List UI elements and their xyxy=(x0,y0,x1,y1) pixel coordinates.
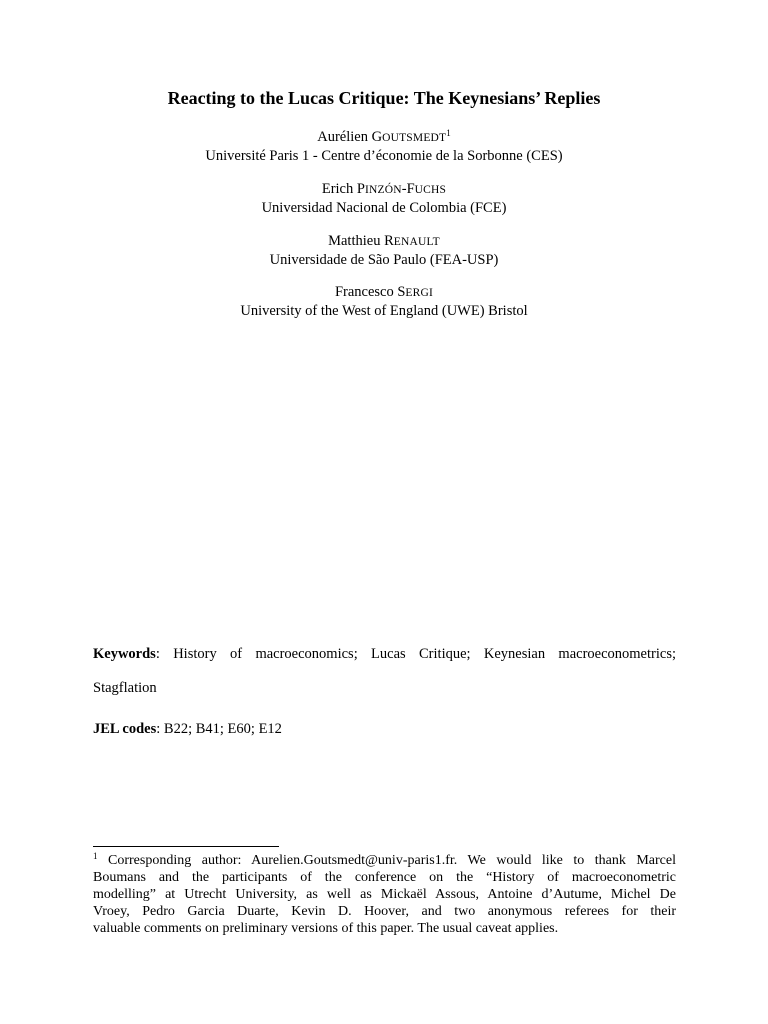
author-affiliation: Universidad Nacional de Colombia (FCE) xyxy=(261,200,507,216)
author-name xyxy=(0,128,768,147)
author-block-4 xyxy=(0,283,768,320)
author-block-2 xyxy=(0,180,768,217)
keywords-label: Keywords xyxy=(93,646,156,662)
author-last-name xyxy=(372,129,447,145)
author-affiliation: Universidade de São Paulo (FEA-USP) xyxy=(269,252,499,268)
author-block-3 xyxy=(0,232,768,269)
footnote-mark: 1 xyxy=(446,128,451,138)
author-first-name: Francesco xyxy=(334,284,394,300)
author-last-name xyxy=(357,181,446,197)
author-last-rest: INZÓN xyxy=(364,184,402,196)
keywords-line xyxy=(93,645,676,663)
author-last-initial: S xyxy=(397,284,406,300)
jel-text: : B22; B41; E60; E12 xyxy=(156,721,282,737)
author-block-1 xyxy=(0,128,768,165)
footnote-text: Corresponding author: Aurelien.Goutsmedt@univ-paris1.fr. We would like to thank Marcel xyxy=(97,853,676,868)
author-name xyxy=(0,180,768,199)
footnote-line: modelling” at Utrecht University, as well as Mickaël Assous, Antoine d’Autume, Michel De xyxy=(93,887,676,902)
author-last-rest: ERGI xyxy=(405,287,434,299)
author-last-initial: P xyxy=(356,181,365,197)
author-first-name: Aurélien xyxy=(317,129,368,145)
author-last-separator: - xyxy=(401,181,407,197)
author-affiliation: University of the West of England (UWE) Bristol xyxy=(240,303,528,319)
author-last-initial: G xyxy=(371,129,383,145)
paper-title: Reacting to the Lucas Critique: The Keynesians’ Replies xyxy=(167,88,601,108)
author-last-rest: ENAULT xyxy=(393,236,440,248)
jel-codes xyxy=(93,720,282,738)
footnote xyxy=(93,852,676,937)
author-first-name: Matthieu xyxy=(328,233,381,249)
author-name xyxy=(0,232,768,251)
jel-label: JEL codes xyxy=(93,721,157,737)
author-name xyxy=(0,283,768,302)
author-last-name xyxy=(397,284,433,300)
footnote-line: valuable comments on preliminary versions of this paper. The usual caveat applies. xyxy=(93,921,559,936)
author-last-rest: UCHS xyxy=(414,184,447,196)
author-last-rest: OUTSMEDT xyxy=(382,132,447,144)
author-last-name xyxy=(384,233,440,249)
author-affiliation: Université Paris 1 - Centre d’économie de la Sorbonne (CES) xyxy=(205,148,563,164)
keywords-continuation: Stagflation xyxy=(93,680,157,696)
footnote-line: Vroey, Pedro Garcia Duarte, Kevin D. Hoover, and two anonymous referees for their xyxy=(93,904,676,919)
footnote-mark: 1 xyxy=(93,851,98,861)
footnote-separator xyxy=(93,846,279,847)
footnote-line xyxy=(93,852,676,869)
author-last-initial: R xyxy=(384,233,394,249)
footnote-line: Boumans and the participants of the conference on the “History of macroeconometric xyxy=(93,870,676,885)
keywords-text: : History of macroeconomics; Lucas Critique; Keynesian macroeconometrics; xyxy=(155,646,676,662)
author-first-name: Erich xyxy=(321,181,354,197)
author-last-initial: F xyxy=(406,181,415,197)
